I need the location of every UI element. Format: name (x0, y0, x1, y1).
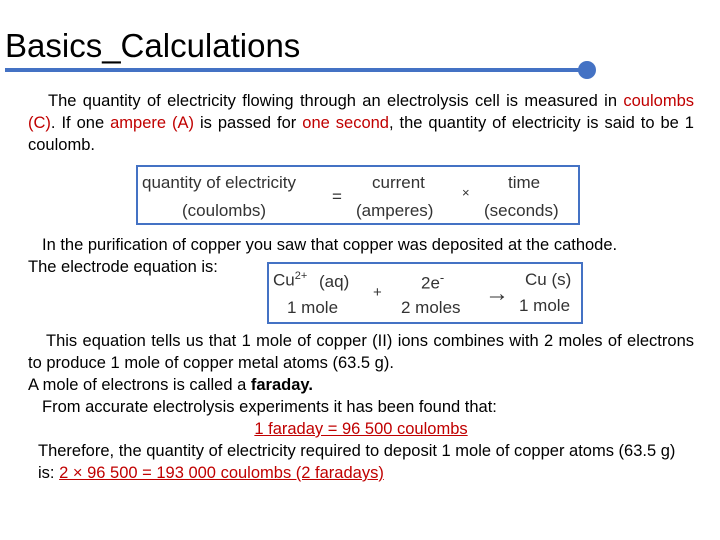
reaction-arrow: → (485, 280, 509, 307)
faraday-definition-text: A mole of electrons is called a (28, 376, 251, 394)
formula-equals-sign: = (332, 187, 342, 206)
electrons-symbol: 2e (421, 273, 440, 293)
term-coulombs: coulombs (C) (28, 92, 694, 132)
formula-lhs-top: quantity of electricity (142, 173, 297, 192)
title-underline (5, 68, 587, 72)
faraday-definition (28, 374, 694, 396)
intro-text-4: , the quantity of electricity is said to be 1 coulomb. (28, 114, 694, 154)
title-underline-dot (578, 61, 596, 79)
copper-product: Cu (s) (525, 270, 572, 289)
term-one-second: one second (302, 114, 389, 132)
faraday-paragraph (28, 330, 694, 484)
electrode-line-2: The electrode equation is: (28, 258, 218, 276)
formula-mid-top: current (372, 173, 425, 192)
electrode-line-1: In the purification of copper you saw that copper was deposited at the cathode. (42, 236, 618, 254)
intro-paragraph (28, 90, 694, 156)
conclusion-answer: 2 × 96 500 = 193 000 coulombs (2 faradays) (59, 464, 384, 482)
aqueous-state: (aq) (319, 272, 350, 291)
electrons (421, 270, 444, 294)
conclusion-line (28, 440, 694, 484)
faraday-equation: 1 faraday = 96 500 coulombs (254, 420, 468, 438)
electron-charge: - (439, 270, 445, 285)
faraday-term: faraday. (250, 376, 313, 394)
conclusion-text: Therefore, the quantity of electricity required to deposit 1 mole of copper atoms (63.5 g) is: (38, 442, 676, 482)
intro-text-1: The quantity of electricity flowing through an electrolysis cell is measured in (48, 92, 624, 110)
term-ampere: ampere (A) (110, 114, 195, 132)
charge-formula-box (136, 165, 580, 225)
page-title: Basics_Calculations (5, 27, 301, 64)
formula-mid-bottom: (amperes) (356, 201, 434, 220)
plus-sign: + (373, 284, 382, 301)
mole-explanation: This equation tells us that 1 mole of copper (II) ions combines with 2 moles of electrons to produce 1 mole of copper metal atoms (63.5 g). (28, 332, 694, 372)
electrode-equation-box (267, 262, 583, 324)
copper-ion (273, 270, 307, 291)
formula-rhs-top: time (508, 173, 541, 192)
copper-ion-symbol: Cu (273, 270, 295, 290)
experiment-line: From accurate electrolysis experiments it has been found that: (42, 398, 497, 416)
mole-count-2: 2 moles (401, 298, 461, 317)
faraday-equation-line (28, 418, 694, 440)
mole-count-1: 1 mole (287, 298, 339, 317)
formula-rhs-bottom: (seconds) (484, 201, 559, 220)
formula-times-sign: × (462, 185, 470, 200)
intro-text-2: . If one (50, 114, 111, 132)
intro-text-3: is passed for (194, 114, 303, 132)
formula-lhs-bottom: (coulombs) (182, 201, 267, 220)
copper-ion-charge: 2+ (294, 270, 308, 282)
mole-count-3: 1 mole (519, 296, 571, 315)
